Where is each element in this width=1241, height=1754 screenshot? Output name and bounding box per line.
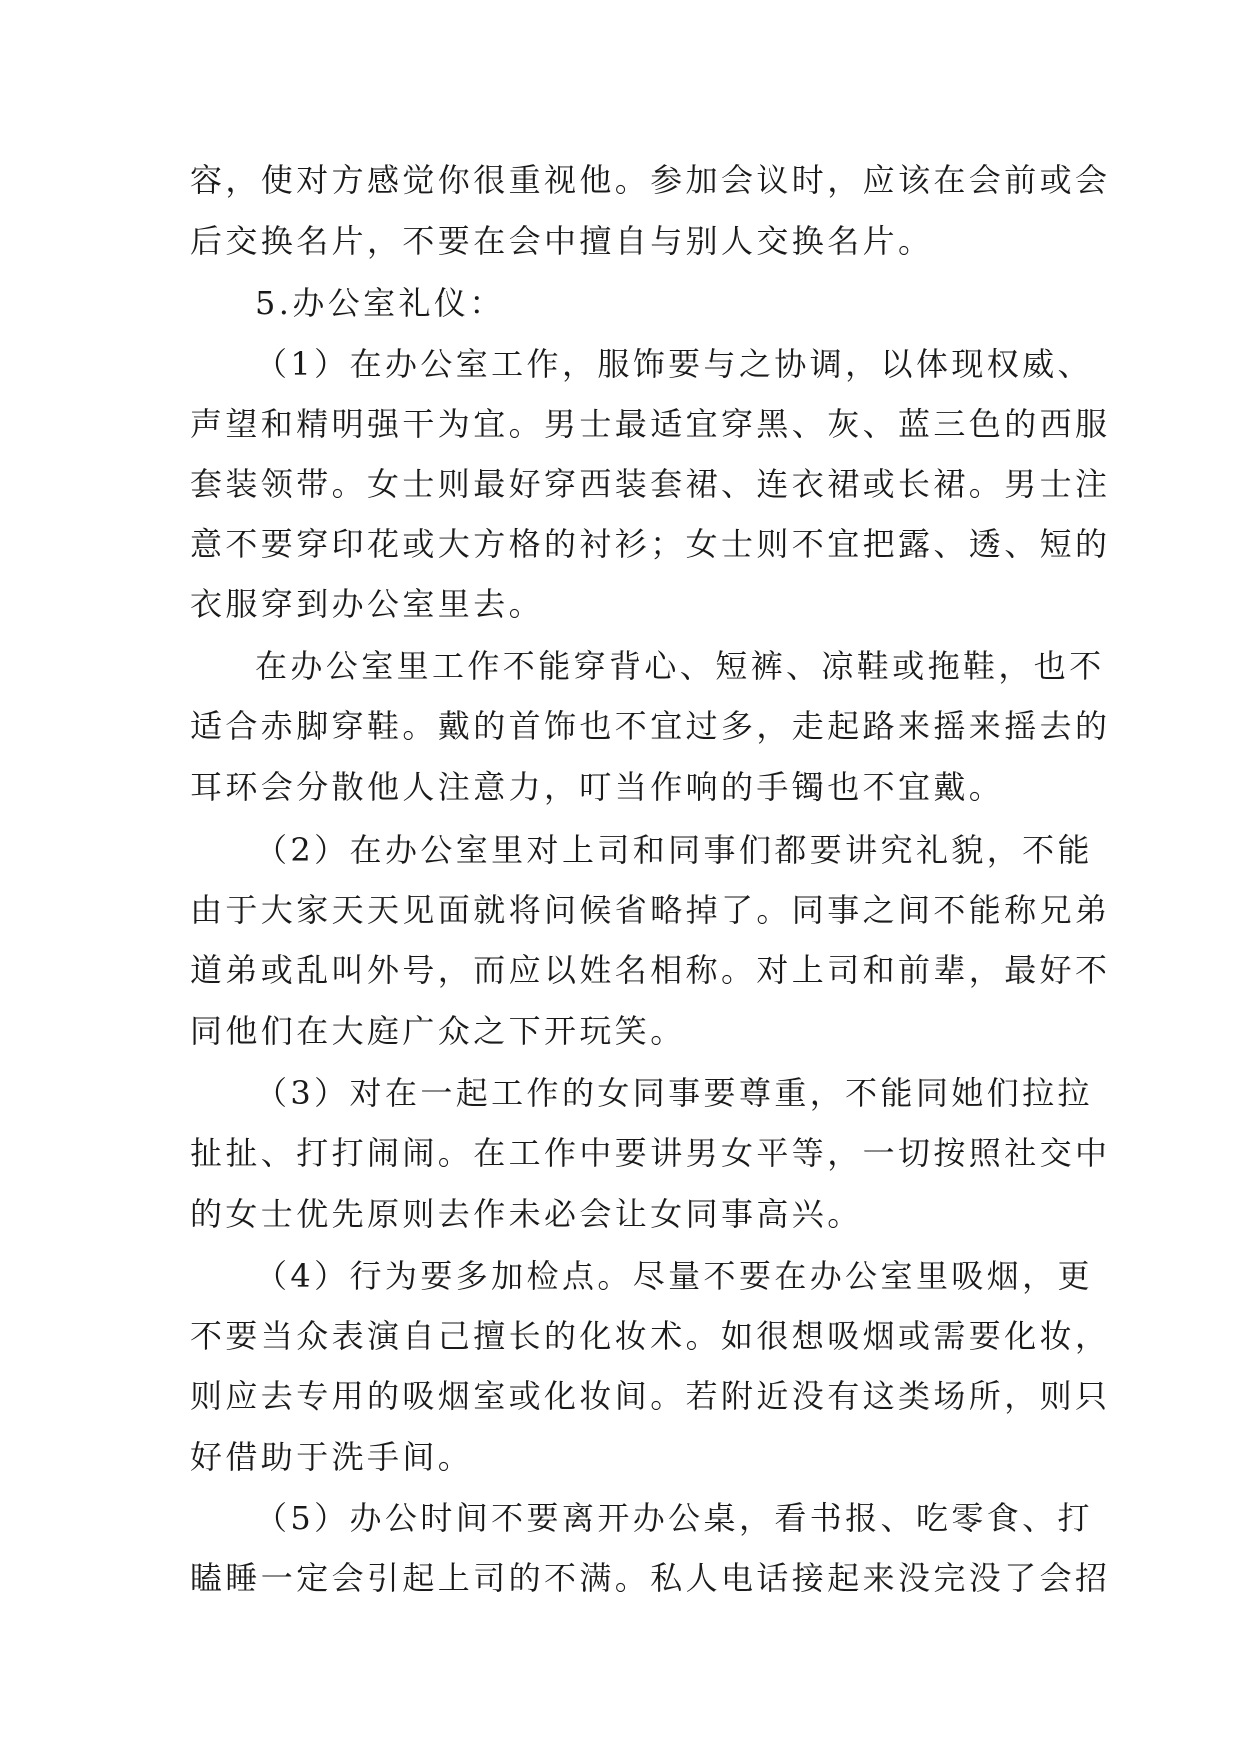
text-line: 适合赤脚穿鞋。戴的首饰也不宜过多，走起路来摇来摇去的 [190,707,1111,745]
section-heading: 5.办公室礼仪： [255,284,505,322]
text-line: 套装领带。女士则最好穿西装套裙、连衣裙或长裙。男士注 [190,465,1111,503]
text-line: 瞌睡一定会引起上司的不满。私人电话接起来没完没了会招 [190,1559,1111,1597]
text-line: 衣服穿到办公室里去。 [190,585,545,623]
text-line: 后交换名片，不要在会中擅自与别人交换名片。 [190,222,934,260]
text-line: 不要当众表演自己擅长的化妆术。如很想吸烟或需要化妆， [190,1317,1111,1355]
text-line: 同他们在大庭广众之下开玩笑。 [190,1012,686,1050]
text-line: 耳环会分散他人注意力，叮当作响的手镯也不宜戴。 [190,768,1005,806]
text-line: 由于大家天天见面就将问候省略掉了。同事之间不能称兄弟 [190,891,1111,929]
text-line: 意不要穿印花或大方格的衬衫；女士则不宜把露、透、短的 [190,525,1111,563]
text-line: 容，使对方感觉你很重视他。参加会议时，应该在会前或会 [190,161,1111,199]
text-line: 的女士优先原则去作未必会让女同事高兴。 [190,1195,863,1233]
text-line: 则应去专用的吸烟室或化妆间。若附近没有这类场所，则只 [190,1377,1111,1415]
text-line: 在办公室里工作不能穿背心、短裤、凉鞋或拖鞋，也不 [255,647,1105,685]
text-line: 扯扯、打打闹闹。在工作中要讲男女平等，一切按照社交中 [190,1134,1111,1172]
text-line: （3）对在一起工作的女同事要尊重，不能同她们拉拉 [255,1074,1093,1112]
text-line: 声望和精明强干为宜。男士最适宜穿黑、灰、蓝三色的西服 [190,405,1111,443]
text-line: （2）在办公室里对上司和同事们都要讲究礼貌，不能 [255,831,1093,869]
text-line: （1）在办公室工作，服饰要与之协调，以体现权威、 [255,345,1093,383]
text-line: 好借助于洗手间。 [190,1438,474,1476]
text-line: 道弟或乱叫外号，而应以姓名相称。对上司和前辈，最好不 [190,951,1111,989]
text-line: （5）办公时间不要离开办公桌，看书报、吃零食、打 [255,1499,1093,1537]
text-line: （4）行为要多加检点。尽量不要在办公室里吸烟，更 [255,1257,1093,1295]
